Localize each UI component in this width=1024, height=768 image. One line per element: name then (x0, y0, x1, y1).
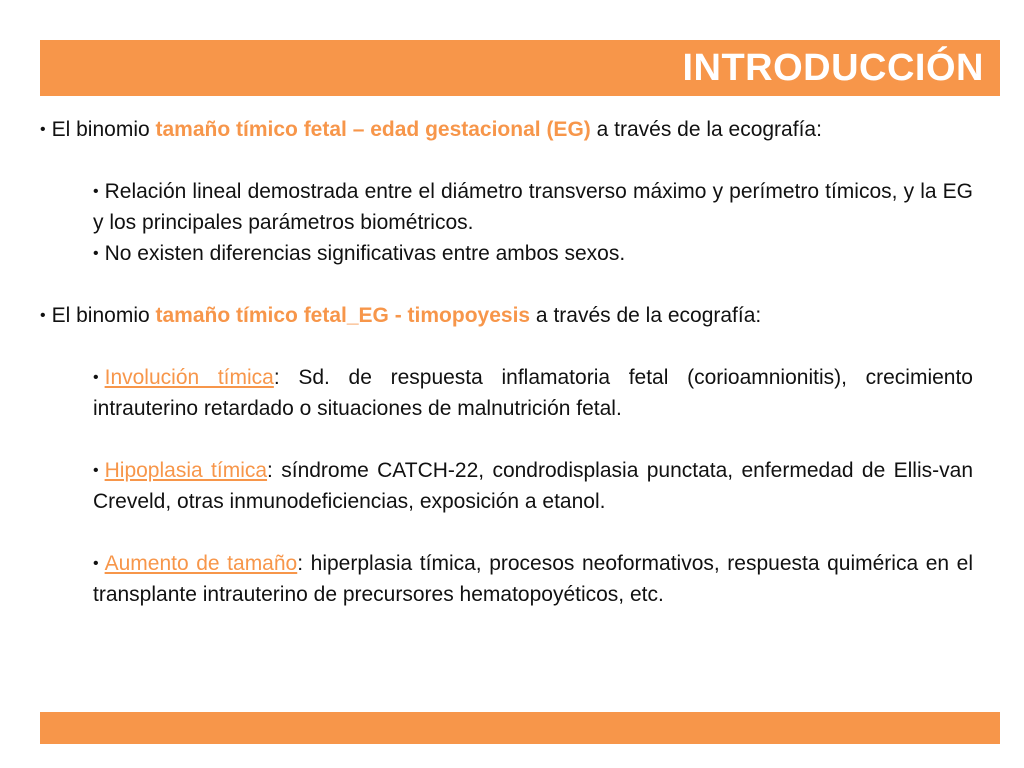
bullet-dot-icon: • (93, 462, 99, 479)
spacer (40, 424, 973, 455)
bullet-dot-icon: • (40, 121, 46, 138)
spacer (40, 269, 973, 300)
sub-bullet-text: : síndrome CATCH-22, condrodisplasia punctata, enfermedad de Ellis-van Creveld, otras inmunodeficiencias, exposición a etanol. (93, 459, 973, 513)
sub-bullet-text: No existen diferencias significativas entre ambos sexos. (104, 242, 626, 265)
sub-bullet-text: : Sd. de respuesta inflamatoria fetal (corioamnionitis), crecimiento intrauterino retardado o situaciones de malnutrición fetal. (93, 366, 973, 420)
sub-bullet-text: : hiperplasia tímica, procesos neoformativos, respuesta quimérica en el transplante intrauterino de precursores hematopoyéticos, etc. (93, 552, 974, 606)
highlight-tamano-eg: tamaño tímico fetal – edad gestacional (EG) (155, 118, 591, 141)
bullet-dot-icon: • (40, 307, 46, 324)
bullet-binomio-timopoyesis (40, 300, 973, 331)
spacer (40, 331, 973, 362)
bullet-prefix: El binomio (51, 304, 156, 327)
bullet-dot-icon: • (93, 369, 99, 386)
bullet-dot-icon: • (93, 245, 99, 262)
slide-content (40, 114, 973, 610)
footer-bar (40, 712, 1000, 744)
link-hipoplasia-timica[interactable]: Hipoplasia tímica (104, 459, 268, 482)
sub-bullet-aumento (93, 548, 973, 610)
header-bar (40, 40, 1000, 96)
sub-bullet-sexos (93, 238, 973, 269)
slide-title: INTRODUCCIÓN (682, 47, 984, 89)
link-involucion-timica[interactable]: Involución tímica (104, 366, 274, 389)
sub-bullet-involucion (93, 362, 973, 424)
sub-bullet-relacion-lineal (93, 176, 973, 238)
bullet-suffix: a través de la ecografía: (590, 118, 822, 141)
spacer (40, 145, 973, 176)
bullet-suffix: a través de la ecografía: (530, 304, 762, 327)
link-aumento-tamano[interactable]: Aumento de tamaño (104, 552, 298, 575)
sub-bullet-text: Relación lineal demostrada entre el diámetro transverso máximo y perímetro tímicos, y la EG y los principales parámetros biométricos. (93, 180, 973, 234)
bullet-dot-icon: • (93, 555, 99, 572)
highlight-timopoyesis: tamaño tímico fetal_EG - timopoyesis (155, 304, 531, 327)
sub-bullet-hipoplasia (93, 455, 973, 517)
spacer (40, 517, 973, 548)
bullet-dot-icon: • (93, 183, 99, 200)
bullet-prefix: El binomio (51, 118, 156, 141)
bullet-binomio-eg (40, 114, 973, 145)
